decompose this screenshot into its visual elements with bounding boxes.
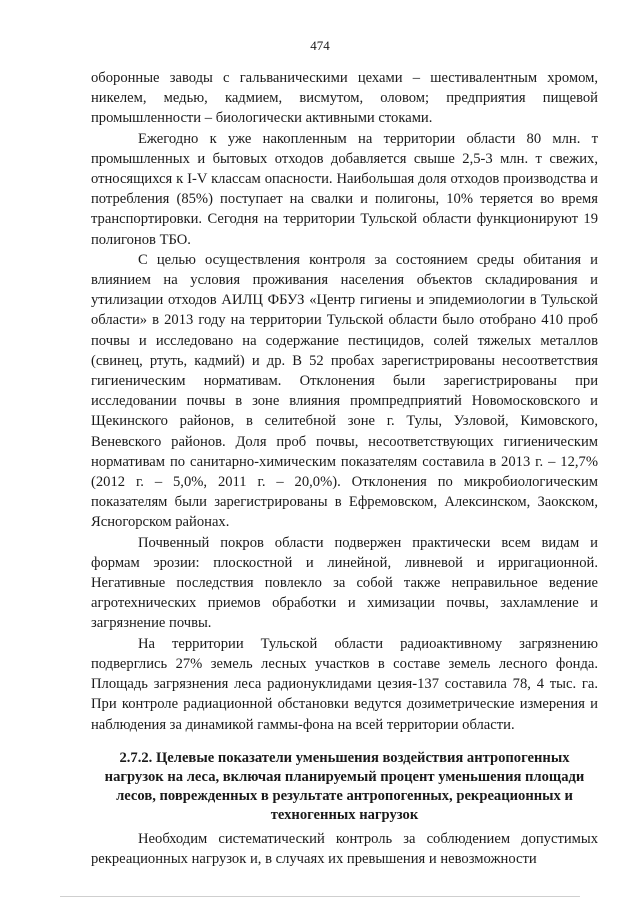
scan-artifact-line [60, 896, 580, 897]
paragraph-soil-monitoring: С целью осуществления контроля за состоянием среды обитания и влиянием на условия проживания населения объектов складирования и утилизации отходов АИЛЦ ФБУЗ «Центр гигиены и эпидемиологии в Тульской области» в 2013 году на территории Тульской области было отобрано 410 проб почвы и исследовано на содержание пестицидов, солей тяжелых металлов (свинец, ртуть, кадмий) и др. В 52 пробах зарегистрированы несоответствия гигиеническим нормативам. Отклонения были зарегистрированы при исследовании почвы в зоне влияния промпредприятий Новомосковского и Щекинского районов, в селитебной зоне г. Тулы, Узловой, Кимовского, Веневского районов. Доля проб почвы, несоответствующих гигиеническим нормативам по санитарно-химическим показателям составила в 2013 г. – 12,7% (2012 г. – 5,0%, 2011 г. – 20,0%). Отклонения по микробиологическим показателям были зарегистрированы в Ефремовском, Алексинском, Заокском, Ясногорском районах. [91, 251, 598, 531]
paragraph-recreational-control: Необходим систематический контроль за соблюдением допустимых рекреационных нагрузок и, в случаях их превышения и невозможности [91, 830, 598, 867]
paragraph-soil-erosion: Почвенный покров области подвержен практически всем видам и формам эрозии: плоскостной и линейной, ливневой и ирригационной. Негативные последствия повлекло за собой также неправильное ведение агротехнических приемов обработки и химизации почвы, захламление и загрязнение почвы. [91, 534, 598, 632]
section-heading: 2.7.2. Целевые показатели уменьшения воздействия антропогенных нагрузок на леса, включая планируемый процент уменьшения площади лесов, поврежденных в результате антропогенных, рекреационных и техногенных нагрузок [104, 749, 585, 823]
page-number: 474 [310, 38, 330, 53]
paragraph-industrial-pollutants: оборонные заводы с гальваническими цехами – шестивалентным хромом, никелем, медью, кадмием, висмутом, оловом; предприятия пищевой промышленности – биологически активными стоками. [91, 70, 598, 127]
paragraph-radioactive-contamination: На территории Тульской области радиоактивному загрязнению подверглись 27% земель лесных участков в составе земель лесного фонда. Площадь загрязнения леса радионуклидами цезия-137 составила 78, 4 тыс. га. При контроле радиационной обстановки ведутся дозиметрические измерения и наблюдения за динамикой гаммы-фона на всей территории области. [91, 635, 598, 733]
document-body [91, 68, 598, 869]
paragraph-waste-volume: Ежегодно к уже накопленным на территории области 80 млн. т промышленных и бытовых отходов добавляется свыше 2,5-3 млн. т свежих, относящихся к I-V классам опасности. Наибольшая доля отходов производства и потребления (85%) поступает на свалки и полигоны, 10% теряется во время транспортировки. Сегодня на территории Тульской области функционируют 19 полигонов ТБО. [91, 130, 598, 248]
